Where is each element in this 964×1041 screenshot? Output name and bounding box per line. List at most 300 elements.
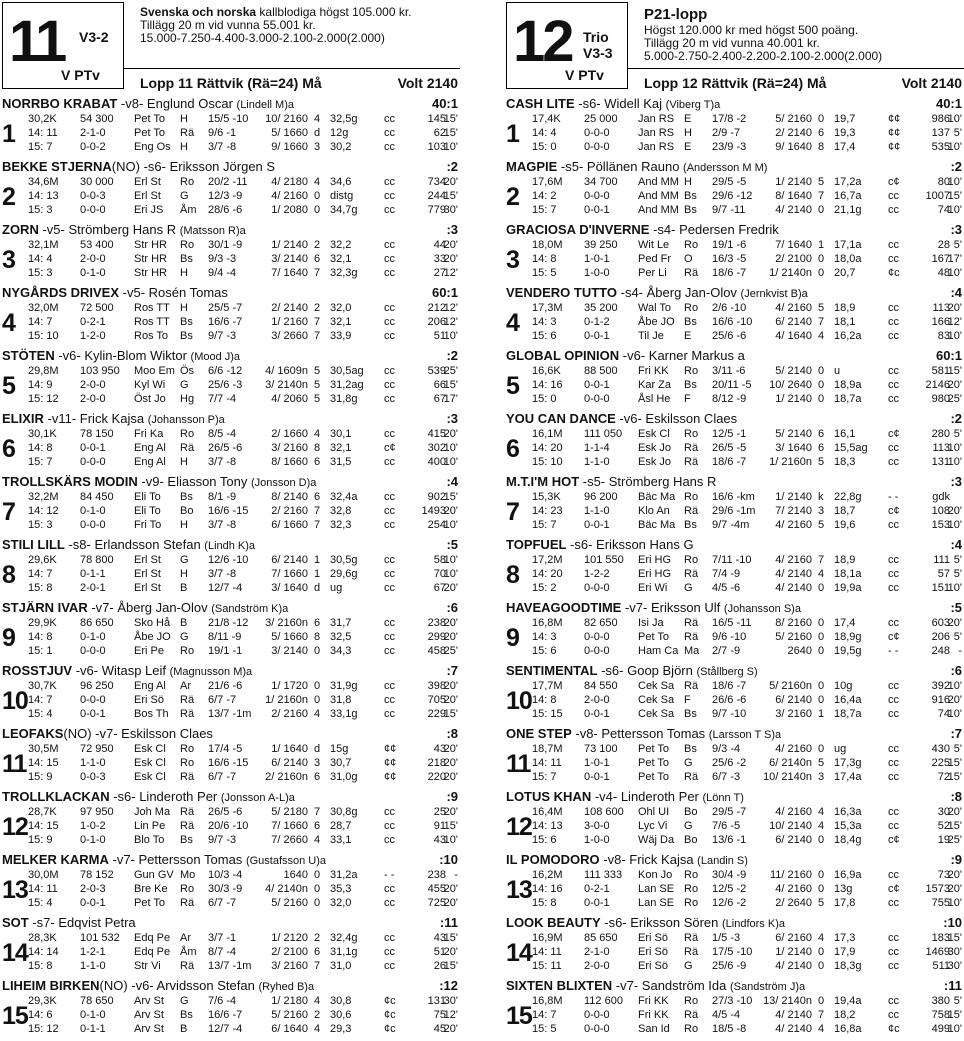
start-cell: 43 <box>433 743 446 755</box>
start-cell: 32,5 <box>330 631 352 643</box>
start-row <box>532 770 964 784</box>
start-cell: cc <box>384 190 395 202</box>
horse-odds: :2 <box>950 411 962 426</box>
start-cell: 10' <box>947 897 962 909</box>
start-cell: 15: 2 <box>532 582 557 594</box>
start-cell: cc <box>888 1009 899 1021</box>
start-cell: Arv St <box>134 995 164 1007</box>
start-cell: 16,2M <box>532 869 563 881</box>
start-cell: u <box>834 365 841 377</box>
start-cell: cc <box>384 365 395 377</box>
start-cell: 7 <box>314 330 321 342</box>
start-cell: 21/8 -12 <box>208 617 249 629</box>
start-cell: 25' <box>443 365 458 377</box>
start-cell: 32,5g <box>330 113 358 125</box>
start-cell: 0-2-1 <box>584 883 610 895</box>
horse-odds: :9 <box>446 789 458 804</box>
horse-entry <box>506 789 964 852</box>
start-cell: cc <box>384 617 395 629</box>
start-row <box>532 994 964 1008</box>
start-cell: 30/3 -9 <box>208 883 243 895</box>
start-cell: 4/ 2140 <box>775 1023 812 1035</box>
start-row <box>532 1008 964 1022</box>
start-cell: 0-0-3 <box>80 771 106 783</box>
start-cell: 20' <box>947 694 962 706</box>
start-cell: Ar <box>180 932 191 944</box>
horse-title-row <box>506 96 964 111</box>
horse-odds: :8 <box>446 726 458 741</box>
start-cell: 0 <box>818 253 825 265</box>
start-cell: Str Vi <box>134 960 161 972</box>
start-cell: - <box>454 869 458 881</box>
start-cell: 0 <box>314 680 321 692</box>
race-bet-types: V PTv <box>565 67 604 83</box>
horse-name: ELIXIR <box>2 411 44 426</box>
start-cell: 15: 4 <box>28 708 53 720</box>
horse-name: LEOFAKS <box>2 726 64 741</box>
start-cell: 6/ 1660 <box>271 519 308 531</box>
start-cell: 8 <box>314 631 321 643</box>
start-cell: 3/ 2160 <box>271 960 308 972</box>
start-cell: ¢¢ <box>888 127 901 139</box>
horse-trainer: (Lindh K)a <box>204 540 256 552</box>
horse-odds: :3 <box>446 222 458 237</box>
horse-number: 13 <box>506 876 532 904</box>
start-cell: 2/ 2100 <box>775 253 812 265</box>
horse-entry <box>506 96 964 159</box>
start-cell: 72 500 <box>80 302 114 314</box>
race-handicap: Tillägg 20 m vid vunna 55.001 kr. <box>140 18 316 32</box>
start-row <box>28 203 460 217</box>
start-cell: 29/6 -1m <box>712 505 756 517</box>
horse-title-row <box>2 222 460 237</box>
start-cell: 3 <box>314 757 321 769</box>
start-cell: 16,6K <box>532 365 561 377</box>
start-cell: 415 <box>427 428 446 440</box>
start-cell: 15: 0 <box>532 141 557 153</box>
start-row <box>532 707 964 721</box>
start-cell: Åm <box>180 946 197 958</box>
start-cell: 5' <box>953 554 962 566</box>
start-cell: 18,0M <box>532 239 563 251</box>
start-row <box>28 1022 460 1036</box>
start-cell: cc <box>384 960 395 972</box>
horse-name: TROLLSKÄRS MODIN <box>2 474 138 489</box>
start-cell: Til Je <box>638 330 664 342</box>
horse-title-row <box>506 915 964 930</box>
start-cell: 7 <box>314 267 321 279</box>
start-cell: 0-1-0 <box>80 267 106 279</box>
start-cell: 1007 <box>925 190 950 202</box>
horse-entry <box>506 222 964 285</box>
start-cell: 6 <box>314 771 321 783</box>
start-cell: H <box>180 302 188 314</box>
start-cell: cc <box>384 519 395 531</box>
start-cell: 29,6g <box>330 568 358 580</box>
start-cell: 238 <box>427 869 446 881</box>
start-cell: 6 <box>314 491 321 503</box>
start-cell: 5' <box>953 743 962 755</box>
start-cell: 74 <box>937 708 950 720</box>
start-cell: 6 <box>314 946 321 958</box>
race-conditions <box>644 6 964 63</box>
start-cell: H <box>180 456 188 468</box>
horse-odds: :6 <box>950 663 962 678</box>
start-cell: - - <box>384 869 395 881</box>
start-cell: 2-0-0 <box>80 379 106 391</box>
horse-odds: :4 <box>446 474 458 489</box>
start-row <box>28 868 460 882</box>
start-cell: cc <box>384 897 395 909</box>
start-cell: 97 950 <box>80 806 114 818</box>
start-cell: 2/7 -9 <box>712 645 741 657</box>
start-cell: 16,7a <box>834 190 862 202</box>
horse-name: CASH LITE <box>506 96 575 111</box>
start-cell: 17,1a <box>834 239 862 251</box>
start-cell: 14: 15 <box>28 757 59 769</box>
start-cell: cc <box>888 582 899 594</box>
start-cell: 4/ 2160 <box>271 190 308 202</box>
start-cell: 14: 16 <box>532 379 563 391</box>
start-cell: 6 <box>818 442 825 454</box>
start-cell: Str HR <box>134 239 167 251</box>
horse-description: -v7- Eriksson Ulf <box>621 600 724 615</box>
start-cell: 2/ 2160 <box>271 505 308 517</box>
start-cell: 1/ 1720 <box>271 680 308 692</box>
start-cell: 8/ 1660 <box>271 456 308 468</box>
start-cell: 18,9 <box>834 302 856 314</box>
start-cell: 14: 7 <box>28 316 53 328</box>
start-cell: 20' <box>443 617 458 629</box>
start-cell: 19/1 -1 <box>208 645 243 657</box>
race-prizes: 15.000-7.250-4.400-3.000-2.100-2.000(2.000) <box>140 31 385 45</box>
start-cell: 25 <box>433 806 446 818</box>
start-row <box>532 896 964 910</box>
start-row <box>532 1022 964 1036</box>
start-cell: 16/3 -5 <box>712 253 747 265</box>
horse-odds: :7 <box>446 663 458 678</box>
start-cell: Åbe JO <box>638 316 675 328</box>
header-divider <box>628 68 964 69</box>
start-cell: 4 <box>818 330 825 342</box>
start-cell: 16/6 -15 <box>208 757 249 769</box>
start-cell: 22,8g <box>834 491 862 503</box>
start-cell: 0 <box>818 680 825 692</box>
start-cell: Lin Pe <box>134 820 166 832</box>
start-cell: 12' <box>443 302 458 314</box>
start-row <box>28 882 460 896</box>
start-cell: 145 <box>427 113 446 125</box>
start-cell: Ro <box>180 645 195 657</box>
start-cell: 3/ 2140 <box>271 645 308 657</box>
start-cell: Wäj Da <box>638 834 675 846</box>
start-cell: cc <box>888 946 899 958</box>
start-row <box>28 770 460 784</box>
start-cell: 15: 0 <box>532 393 557 405</box>
horse-name: TROLLKLACKAN <box>2 789 110 804</box>
horse-trainer: (Andersson M M) <box>683 162 768 174</box>
start-cell: H <box>180 519 188 531</box>
start-cell: 12/6 -2 <box>712 897 747 909</box>
start-cell: 5 <box>818 456 825 468</box>
start-cell: 31,2a <box>330 869 358 881</box>
start-cell: 400 <box>427 456 446 468</box>
start-cell: 18,1a <box>834 568 862 580</box>
start-cell: Lan SE <box>638 897 675 909</box>
start-cell: 18,1 <box>834 316 856 328</box>
start-cell: 7/ 1660 <box>271 820 308 832</box>
horse-description: -v8- Frick Kajsa <box>599 852 698 867</box>
start-cell: 4 <box>818 932 825 944</box>
start-cell: 902 <box>427 491 446 503</box>
start-cell: 5' <box>953 239 962 251</box>
start-cell: 15' <box>443 708 458 720</box>
start-cell: 16,4a <box>834 694 862 706</box>
start-cell: cc <box>888 190 899 202</box>
start-cell: 43 <box>433 932 446 944</box>
start-cell: 3/ 1640 <box>775 442 812 454</box>
start-row <box>28 630 460 644</box>
start-cell: 6 <box>314 820 321 832</box>
horse-title-row <box>506 726 964 741</box>
start-cell: 20' <box>443 806 458 818</box>
horse-name: STJÄRN IVAR <box>2 600 88 615</box>
start-cell: cc <box>888 995 899 1007</box>
horse-number: 14 <box>506 939 532 967</box>
horse-title-row <box>506 285 964 300</box>
start-cell: 9/7 -3 <box>208 330 237 342</box>
start-cell: 12/5 -1 <box>712 428 747 440</box>
horse-entry <box>2 726 460 789</box>
start-cell: 15: 7 <box>28 456 53 468</box>
start-cell: Arv St <box>134 1023 164 1035</box>
start-cell: 535 <box>931 141 950 153</box>
start-cell: 0 <box>818 946 825 958</box>
start-cell: 12/3 -9 <box>208 190 243 202</box>
start-cell: 23/9 -3 <box>712 141 747 153</box>
start-row <box>28 266 460 280</box>
start-cell: 30' <box>947 946 962 958</box>
start-cell: H <box>180 113 188 125</box>
start-cell: 83 <box>937 330 950 342</box>
start-cell: 73 100 <box>584 743 618 755</box>
race-column-left <box>2 0 460 1041</box>
start-cell: 5/ 1660 <box>271 127 308 139</box>
start-row <box>532 868 964 882</box>
start-row <box>532 441 964 455</box>
start-cell: cc <box>384 645 395 657</box>
start-cell: Ro <box>180 176 195 188</box>
start-row <box>28 805 460 819</box>
start-cell: 4/ 2060 <box>271 393 308 405</box>
start-cell: 6/ 2140 <box>775 834 812 846</box>
start-cell: 78 152 <box>80 869 114 881</box>
horse-trainer: (Mood J)a <box>190 351 241 363</box>
horse-name: SOT <box>2 915 29 930</box>
start-cell: ¢¢ <box>888 141 901 153</box>
start-cell: 15' <box>947 190 962 202</box>
start-cell: gdk <box>932 491 950 503</box>
start-row <box>28 189 460 203</box>
start-cell: 0 <box>314 190 321 202</box>
start-cell: 16,1M <box>532 428 563 440</box>
start-cell: 0 <box>818 113 825 125</box>
start-cell: 58 <box>433 554 446 566</box>
start-cell: 10' <box>443 568 458 580</box>
start-cell: 30,8 <box>330 995 352 1007</box>
start-cell: 0-1-0 <box>80 505 106 517</box>
horse-title-row <box>2 978 460 993</box>
start-cell: 8/7 -4 <box>208 946 237 958</box>
start-cell: 1-1-0 <box>80 960 106 972</box>
start-cell: 17,3g <box>834 757 862 769</box>
start-cell: 1640 <box>283 869 308 881</box>
start-cell: 25' <box>947 834 962 846</box>
start-cell: Edq Pe <box>134 932 171 944</box>
start-cell: 34,7g <box>330 204 358 216</box>
horse-name: STÖTEN <box>2 348 55 363</box>
horse-title-row <box>2 663 460 678</box>
start-cell: 20' <box>947 869 962 881</box>
start-cell: 20' <box>443 757 458 769</box>
start-cell: 20' <box>443 771 458 783</box>
start-cell: 51 <box>433 946 446 958</box>
start-row <box>532 126 964 140</box>
start-cell: 2/ 2160 <box>271 708 308 720</box>
horse-odds: :3 <box>950 222 962 237</box>
start-cell: 2 <box>314 1009 321 1021</box>
horse-trainer: (Lönn T) <box>702 792 744 804</box>
start-cell: 0-0-0 <box>584 1009 610 1021</box>
start-cell: 3/ 2140n <box>265 379 308 391</box>
horse-trainer: (Larsson T S)a <box>708 729 782 741</box>
start-cell: 20' <box>947 883 962 895</box>
start-cell: 21,1g <box>834 204 862 216</box>
start-cell: 0 <box>314 694 321 706</box>
start-cell: 7/4 -9 <box>712 568 741 580</box>
start-cell: c¢ <box>888 428 900 440</box>
start-cell: 20/11 -5 <box>712 379 752 391</box>
start-cell: Åsl He <box>638 393 671 405</box>
start-cell: 34,6 <box>330 176 352 188</box>
horse-odds: :9 <box>950 852 962 867</box>
horse-trainer: (Landin S) <box>697 855 748 867</box>
start-row <box>532 819 964 833</box>
start-cell: 18/6 -7 <box>712 456 747 468</box>
start-cell: cc <box>384 582 395 594</box>
start-cell: Bs <box>684 708 697 720</box>
start-cell: 19/1 -6 <box>712 239 747 251</box>
start-cell: G <box>684 820 693 832</box>
start-cell: cc <box>384 113 395 125</box>
start-cell: 32,0 <box>330 897 352 909</box>
start-cell: 2 <box>314 239 321 251</box>
start-cell: 206 <box>427 316 446 328</box>
start-cell: 15' <box>443 491 458 503</box>
start-cell: 10' <box>947 204 962 216</box>
start-cell: 15/5 -10 <box>208 113 249 125</box>
horse-odds: :11 <box>439 915 458 930</box>
start-row <box>532 931 964 945</box>
start-cell: 85 650 <box>584 932 618 944</box>
start-cell: cc <box>384 253 395 265</box>
start-cell: cc <box>888 554 899 566</box>
start-cell: 0 <box>314 883 321 895</box>
start-cell: 30,2K <box>28 113 57 125</box>
start-cell: 0-1-2 <box>584 316 610 328</box>
start-cell: 84 450 <box>80 491 114 503</box>
start-cell: 18,0a <box>834 253 862 265</box>
race-bet-types: V PTv <box>61 67 100 83</box>
horse-title-row <box>2 537 460 552</box>
race-header <box>506 0 964 96</box>
start-cell: 1573 <box>925 883 950 895</box>
start-cell: ug <box>834 743 847 755</box>
start-cell: 1-1-0 <box>80 757 106 769</box>
start-cell: cc <box>384 302 395 314</box>
start-cell: 32,1 <box>330 253 352 265</box>
horse-title-row <box>2 411 460 426</box>
start-cell: 10' <box>947 582 962 594</box>
start-cell: 1/ 2140n <box>769 267 812 279</box>
start-row <box>532 567 964 581</box>
start-cell: 27/3 -10 <box>712 995 753 1007</box>
start-cell: And MM <box>638 190 679 202</box>
start-cell: 112 600 <box>584 995 623 1007</box>
start-cell: 78 150 <box>80 428 114 440</box>
start-cell: cc <box>888 239 899 251</box>
start-cell: San Id <box>638 1023 670 1035</box>
start-row <box>28 756 460 770</box>
start-cell: 6/6 -12 <box>208 365 243 377</box>
start-row <box>28 364 460 378</box>
start-cell: Pet To <box>638 771 669 783</box>
start-cell: 19,3 <box>834 127 856 139</box>
start-cell: 1/ 2180 <box>271 995 308 1007</box>
start-cell: 88 500 <box>584 365 618 377</box>
horse-trainer: (Lindell M)a <box>236 99 294 111</box>
start-cell: 1 <box>818 708 825 720</box>
start-cell: Ro <box>684 554 699 566</box>
start-cell: 16,9M <box>532 932 563 944</box>
start-cell: 0-1-0 <box>80 631 106 643</box>
start-cell: 19,6 <box>834 519 856 531</box>
start-cell: Lyc Vi <box>638 820 668 832</box>
start-cell: 18/6 -7 <box>712 680 747 692</box>
start-cell: 30' <box>947 960 962 972</box>
start-cell: 0 <box>818 883 825 895</box>
start-cell: 111 050 <box>584 428 623 440</box>
start-cell: 17,6M <box>532 176 563 188</box>
horse-odds: :7 <box>950 726 962 741</box>
race-number: 11 <box>9 9 65 74</box>
start-cell: 28/6 -6 <box>208 204 243 216</box>
start-cell: 21/6 -6 <box>208 680 243 692</box>
start-cell: 20' <box>947 617 962 629</box>
horse-number: 2 <box>506 183 519 211</box>
start-cell: 16,8M <box>532 617 563 629</box>
start-cell: Esk Cl <box>134 771 166 783</box>
start-row <box>532 805 964 819</box>
horse-number: 5 <box>2 372 15 400</box>
start-cell: 7/ 1660 <box>271 568 308 580</box>
start-cell: 5 <box>818 757 825 769</box>
start-cell: G <box>180 995 189 1007</box>
start-cell: 18,9g <box>834 631 862 643</box>
start-cell: Bre Ke <box>134 883 168 895</box>
start-cell: cc <box>384 883 395 895</box>
start-cell: 758 <box>931 1009 950 1021</box>
